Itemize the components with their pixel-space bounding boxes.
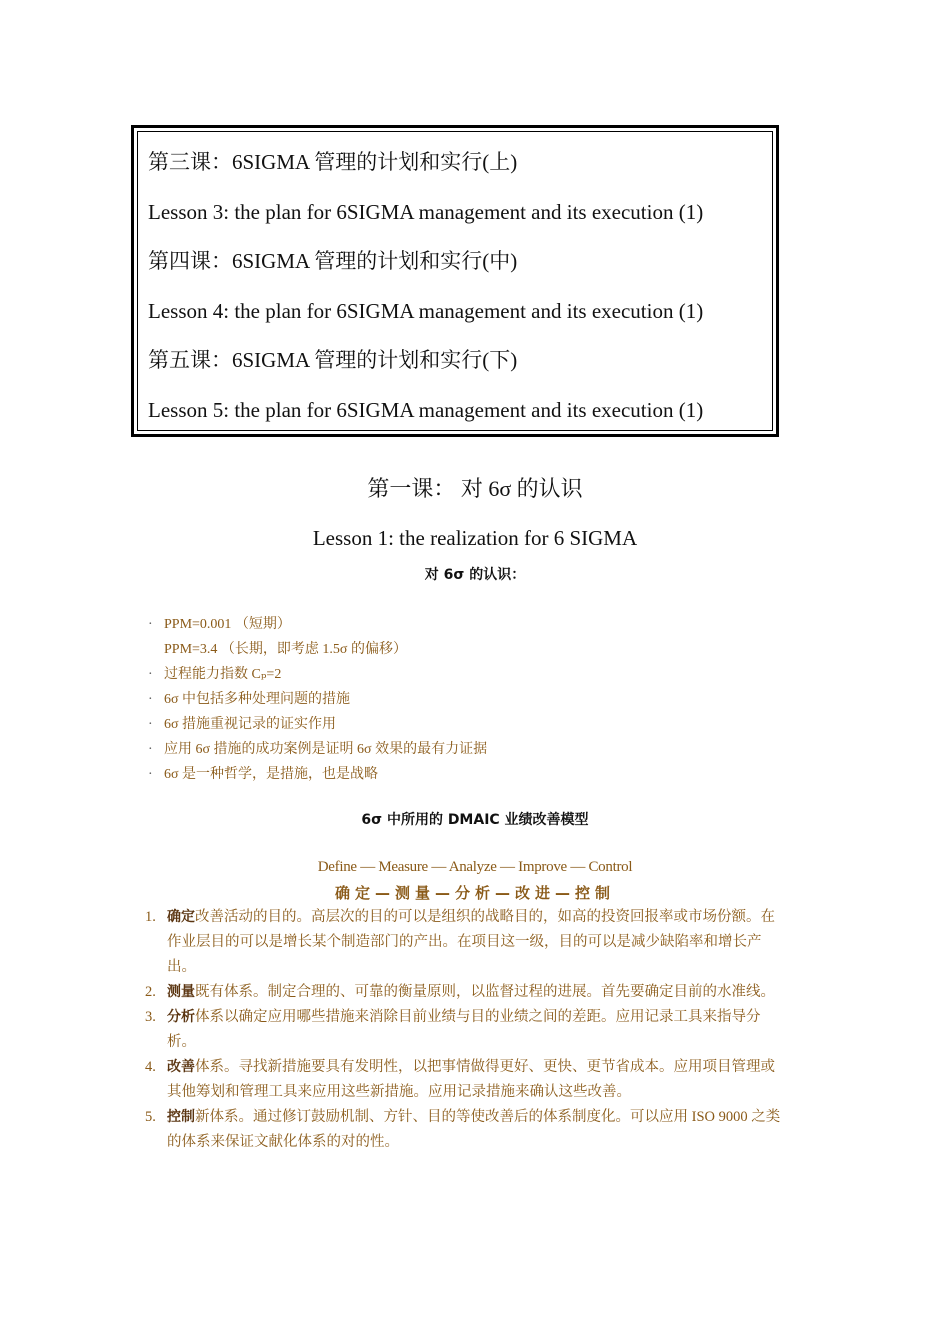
lesson-3-title-en: Lesson 3: the plan for 6SIGMA management and its execution (1) (148, 200, 704, 224)
step-number: 1. (145, 909, 156, 925)
list-item: · 6σ 中包括多种处理问题的措施 (148, 687, 487, 712)
dmaic-step-analyze (145, 1005, 785, 1055)
lesson-list-box (131, 125, 779, 437)
lesson-4-title-en: Lesson 4: the plan for 6SIGMA management and its execution (1) (148, 299, 704, 323)
step-keyword: 确定 (167, 909, 195, 925)
lesson-list-box-inner (137, 131, 773, 431)
bullet-marker: · (148, 617, 153, 632)
step-number: 5. (145, 1109, 156, 1125)
step-number: 4. (145, 1059, 156, 1075)
dmaic-step-define (145, 905, 785, 980)
dmaic-heading: 6σ 中所用的 DMAIC 业绩改善模型 (361, 812, 589, 828)
step-text: 体系。寻找新措施要具有发明性，以把事情做得更好、更快、更节省成本。应用项目管理或其他筹划和管理工具来应用这些新措施。应用记录措施来确认这些改善。 (167, 1059, 775, 1100)
step-keyword: 分析 (167, 1009, 195, 1025)
step-text: 体系以确定应用哪些措施来消除目前业绩与目的业绩之间的差距。应用记录工具来指导分析。 (167, 1009, 761, 1050)
step-text: 既有体系。制定合理的、可靠的衡量原则，以监督过程的进展。首先要确定目前的水准线。 (195, 984, 775, 1000)
list-item: · 过程能力指数 Cₚ=2 (148, 662, 487, 687)
list-item: · 6σ 措施重视记录的证实作用 (148, 712, 487, 737)
lesson-4-title-cn: 第四课：6SIGMA 管理的计划和实行(中) (148, 249, 518, 273)
realization-bullet-list (148, 612, 487, 787)
dmaic-chinese-sequence: 确定—测量—分析—改进—控制 (334, 884, 615, 902)
dmaic-step-control (145, 1105, 785, 1155)
dmaic-step-improve (145, 1055, 785, 1105)
step-keyword: 测量 (167, 984, 195, 1000)
bullet-marker: · (148, 667, 153, 682)
list-item: · PPM=0.001 （短期） (148, 612, 487, 637)
list-item: · 6σ 是一种哲学，是措施，也是战略 (148, 762, 487, 787)
realization-subheading: 对 6σ 的认识： (424, 567, 526, 583)
step-keyword: 改善 (167, 1059, 195, 1075)
bullet-marker: · (148, 742, 153, 757)
lesson-5-title-en: Lesson 5: the plan for 6SIGMA management and its execution (1) (148, 398, 704, 422)
dmaic-step-measure (145, 980, 785, 1005)
dmaic-english-sequence: Define — Measure — Analyze — Improve — Control (317, 859, 633, 875)
lesson-3-title-cn: 第三课：6SIGMA 管理的计划和实行(上) (148, 150, 518, 174)
lesson-1-title-cn: 第一课： 对 6σ 的认识 (367, 476, 583, 501)
step-number: 3. (145, 1009, 156, 1025)
dmaic-step-list (145, 905, 785, 1155)
bullet-marker: · (148, 717, 153, 732)
step-text: 新体系。通过修订鼓励机制、方针、目的等使改善后的体系制度化。可以应用 ISO 9000 之类的体系来保证文献化体系的对的性。 (167, 1109, 781, 1150)
lesson-1-title-en: Lesson 1: the realization for 6 SIGMA (312, 526, 638, 550)
step-keyword: 控制 (167, 1109, 195, 1125)
list-item: PPM=3.4 （长期，即考虑 1.5σ 的偏移） (164, 642, 407, 657)
bullet-marker: · (148, 767, 153, 782)
list-item: · 应用 6σ 措施的成功案例是证明 6σ 效果的最有力证据 (148, 737, 487, 762)
step-number: 2. (145, 984, 156, 1000)
step-text: 改善活动的目的。高层次的目的可以是组织的战略目的，如高的投资回报率或市场份额。在作业层目的可以是增长某个制造部门的产出。在项目这一级，目的可以是减少缺陷率和增长产出。 (167, 909, 775, 975)
bullet-marker: · (148, 692, 153, 707)
lesson-5-title-cn: 第五课：6SIGMA 管理的计划和实行(下) (148, 348, 518, 372)
